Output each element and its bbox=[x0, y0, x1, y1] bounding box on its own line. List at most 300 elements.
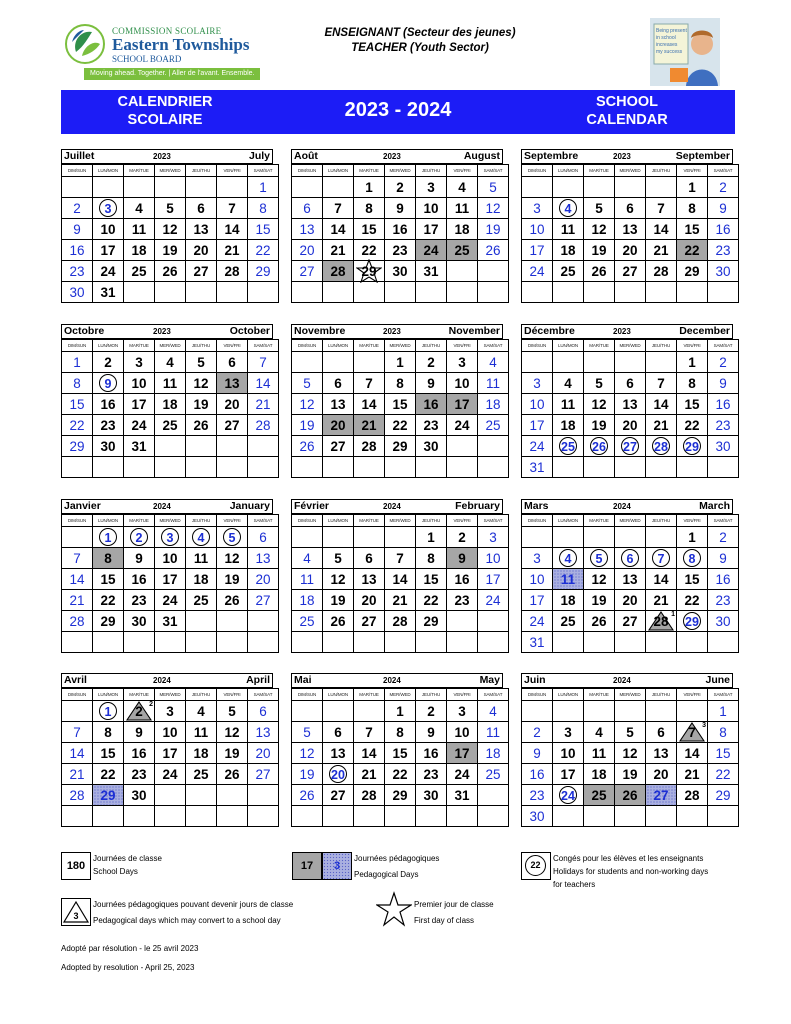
empty-cell bbox=[478, 785, 509, 806]
day-name: DIM/SUN bbox=[522, 689, 553, 701]
day-cell bbox=[416, 261, 447, 282]
day-cell bbox=[553, 436, 584, 457]
day-number: 7 bbox=[652, 549, 670, 567]
day-cell bbox=[615, 240, 646, 261]
empty-cell bbox=[62, 527, 93, 548]
day-cell bbox=[708, 219, 739, 240]
day-number: 8 bbox=[365, 200, 373, 216]
day-cell bbox=[584, 415, 615, 436]
day-cell bbox=[584, 198, 615, 219]
empty-cell bbox=[62, 177, 93, 198]
day-number: 4 bbox=[489, 703, 497, 719]
day-number: 28 bbox=[361, 787, 377, 803]
empty-cell bbox=[323, 352, 354, 373]
day-cell bbox=[447, 177, 478, 198]
day-cell bbox=[323, 548, 354, 569]
empty-cell bbox=[186, 177, 217, 198]
day-number: 12 bbox=[299, 745, 315, 761]
day-number: 14 bbox=[361, 745, 377, 761]
empty-cell bbox=[584, 177, 615, 198]
day-cell bbox=[478, 352, 509, 373]
day-name: JEU/THU bbox=[186, 515, 217, 527]
day-name: DIM/SUN bbox=[62, 165, 93, 177]
day-number: 28 bbox=[653, 613, 669, 629]
day-number: 12 bbox=[622, 745, 638, 761]
day-number: 17 bbox=[529, 592, 545, 608]
empty-cell bbox=[93, 177, 124, 198]
day-cell bbox=[155, 198, 186, 219]
day-number: 10 bbox=[529, 221, 545, 237]
day-name: DIM/SUN bbox=[62, 689, 93, 701]
day-cell bbox=[478, 743, 509, 764]
month-name-fr: Avril bbox=[64, 674, 87, 686]
day-cell bbox=[292, 240, 323, 261]
day-cell bbox=[248, 198, 279, 219]
month-block bbox=[521, 499, 733, 653]
day-number: 21 bbox=[392, 592, 408, 608]
day-cell bbox=[708, 764, 739, 785]
day-cell bbox=[62, 352, 93, 373]
day-number: 15 bbox=[684, 571, 700, 587]
day-cell bbox=[646, 764, 677, 785]
day-cell bbox=[447, 764, 478, 785]
day-cell bbox=[385, 569, 416, 590]
day-cell bbox=[248, 219, 279, 240]
day-name: SAM/SAT bbox=[478, 515, 509, 527]
day-cell bbox=[292, 785, 323, 806]
month-year: 2023 bbox=[153, 327, 171, 336]
day-cell bbox=[584, 569, 615, 590]
day-number: 28 bbox=[224, 263, 240, 279]
day-cell bbox=[217, 240, 248, 261]
day-cell bbox=[354, 177, 385, 198]
day-number: 28 bbox=[652, 437, 670, 455]
month-header bbox=[291, 499, 503, 514]
day-number: 3 bbox=[161, 528, 179, 546]
day-number: 26 bbox=[224, 592, 240, 608]
day-cell bbox=[553, 261, 584, 282]
day-name: SAM/SAT bbox=[478, 340, 509, 352]
day-name: DIM/SUN bbox=[522, 515, 553, 527]
month-name-fr: Juin bbox=[524, 674, 546, 686]
day-number: 12 bbox=[591, 221, 607, 237]
day-number: 28 bbox=[361, 438, 377, 454]
day-cell bbox=[155, 352, 186, 373]
day-cell bbox=[62, 722, 93, 743]
banner-right-line2: CALENDAR bbox=[586, 112, 668, 128]
empty-cell bbox=[385, 527, 416, 548]
day-cell bbox=[447, 701, 478, 722]
day-name: JEU/THU bbox=[186, 165, 217, 177]
day-cell bbox=[416, 701, 447, 722]
month-header bbox=[291, 149, 503, 164]
month-name-en: October bbox=[229, 325, 270, 337]
day-cell bbox=[447, 373, 478, 394]
day-number: 14 bbox=[255, 375, 271, 391]
day-number: 10 bbox=[100, 221, 116, 237]
legend-ped-count: 17 bbox=[292, 852, 322, 880]
day-number: 6 bbox=[259, 703, 267, 719]
empty-cell bbox=[615, 806, 646, 827]
day-number: 30 bbox=[715, 438, 731, 454]
empty-cell bbox=[248, 436, 279, 457]
day-number: 6 bbox=[228, 354, 236, 370]
day-number: 5 bbox=[595, 375, 603, 391]
day-cell bbox=[385, 373, 416, 394]
day-cell bbox=[248, 548, 279, 569]
month-year: 2023 bbox=[153, 152, 171, 161]
day-number: 8 bbox=[104, 550, 112, 566]
day-cell bbox=[62, 548, 93, 569]
day-number: 16 bbox=[131, 745, 147, 761]
day-number: 16 bbox=[715, 571, 731, 587]
day-name: MAR/TUE bbox=[354, 340, 385, 352]
day-number: 17 bbox=[100, 242, 116, 258]
day-cell bbox=[124, 436, 155, 457]
day-cell bbox=[155, 527, 186, 548]
day-cell bbox=[186, 527, 217, 548]
day-cell bbox=[708, 743, 739, 764]
day-cell bbox=[447, 722, 478, 743]
day-cell bbox=[677, 569, 708, 590]
day-cell bbox=[708, 394, 739, 415]
month-year: 2024 bbox=[153, 502, 171, 511]
day-number: 6 bbox=[334, 724, 342, 740]
day-number: 2 bbox=[135, 703, 143, 719]
day-number: 16 bbox=[715, 221, 731, 237]
empty-cell bbox=[584, 457, 615, 478]
day-cell bbox=[584, 785, 615, 806]
day-cell bbox=[93, 198, 124, 219]
empty-cell bbox=[292, 177, 323, 198]
day-cell bbox=[646, 373, 677, 394]
day-number: 5 bbox=[303, 375, 311, 391]
day-cell bbox=[553, 394, 584, 415]
day-cell bbox=[62, 743, 93, 764]
empty-cell bbox=[217, 457, 248, 478]
day-number: 1 bbox=[688, 179, 696, 195]
day-number: 23 bbox=[131, 592, 147, 608]
day-number: 10 bbox=[529, 396, 545, 412]
day-name: JEU/THU bbox=[646, 515, 677, 527]
day-number: 13 bbox=[299, 221, 315, 237]
month-name-en: February bbox=[455, 500, 500, 512]
day-number: 10 bbox=[454, 375, 470, 391]
empty-cell bbox=[292, 527, 323, 548]
day-cell bbox=[615, 785, 646, 806]
day-cell bbox=[522, 632, 553, 653]
day-number: 24 bbox=[162, 592, 178, 608]
day-number: 19 bbox=[591, 242, 607, 258]
day-number: 29 bbox=[361, 263, 377, 279]
empty-cell bbox=[93, 806, 124, 827]
day-name: LUN/MON bbox=[553, 165, 584, 177]
day-cell bbox=[447, 352, 478, 373]
day-name: DIM/SUN bbox=[292, 689, 323, 701]
month-block bbox=[61, 499, 273, 653]
day-name: SAM/SAT bbox=[248, 165, 279, 177]
day-name: DIM/SUN bbox=[62, 340, 93, 352]
day-number: 1 bbox=[365, 179, 373, 195]
day-cell bbox=[323, 240, 354, 261]
day-number: 21 bbox=[224, 242, 240, 258]
day-number: 25 bbox=[131, 263, 147, 279]
day-number: 20 bbox=[653, 766, 669, 782]
empty-cell bbox=[292, 457, 323, 478]
day-cell bbox=[553, 611, 584, 632]
sector-title bbox=[300, 26, 540, 56]
day-cell bbox=[416, 569, 447, 590]
day-cell bbox=[93, 743, 124, 764]
day-number: 31 bbox=[100, 284, 116, 300]
day-number: 29 bbox=[715, 787, 731, 803]
day-name: VEN/FRI bbox=[217, 515, 248, 527]
month-header bbox=[291, 324, 503, 339]
day-number: 11 bbox=[162, 375, 178, 391]
empty-cell bbox=[416, 282, 447, 303]
day-cell bbox=[354, 261, 385, 282]
day-cell bbox=[385, 177, 416, 198]
day-number: 17 bbox=[162, 745, 178, 761]
empty-cell bbox=[447, 611, 478, 632]
day-name: SAM/SAT bbox=[708, 165, 739, 177]
day-number: 6 bbox=[657, 724, 665, 740]
day-cell bbox=[416, 394, 447, 415]
empty-cell bbox=[553, 527, 584, 548]
empty-cell bbox=[416, 457, 447, 478]
day-cell bbox=[155, 373, 186, 394]
day-number: 12 bbox=[299, 396, 315, 412]
empty-cell bbox=[62, 701, 93, 722]
day-number: 3 bbox=[458, 354, 466, 370]
empty-cell bbox=[646, 527, 677, 548]
empty-cell bbox=[186, 785, 217, 806]
day-number: 26 bbox=[299, 787, 315, 803]
month-block bbox=[521, 673, 733, 827]
day-number: 12 bbox=[591, 396, 607, 412]
month-block bbox=[521, 324, 733, 478]
legend-tri-fr: Journées pédagogiques pouvant devenir jours de classe bbox=[93, 900, 294, 909]
day-number: 18 bbox=[560, 592, 576, 608]
day-number: 24 bbox=[162, 766, 178, 782]
day-cell bbox=[522, 219, 553, 240]
empty-cell bbox=[615, 352, 646, 373]
day-cell bbox=[248, 177, 279, 198]
empty-cell bbox=[646, 177, 677, 198]
leaf-logo-icon bbox=[62, 22, 108, 66]
day-cell bbox=[553, 785, 584, 806]
day-number: 28 bbox=[653, 263, 669, 279]
day-cell bbox=[93, 373, 124, 394]
empty-cell bbox=[615, 527, 646, 548]
day-name: MAR/TUE bbox=[124, 165, 155, 177]
day-name: MER/WED bbox=[385, 340, 416, 352]
day-cell bbox=[292, 436, 323, 457]
empty-cell bbox=[354, 806, 385, 827]
day-number: 1 bbox=[99, 528, 117, 546]
day-number: 14 bbox=[653, 221, 669, 237]
day-number: 6 bbox=[259, 529, 267, 545]
empty-cell bbox=[217, 806, 248, 827]
day-cell bbox=[186, 743, 217, 764]
day-cell bbox=[93, 219, 124, 240]
day-cell bbox=[354, 722, 385, 743]
empty-cell bbox=[124, 282, 155, 303]
legend-ped-days bbox=[354, 852, 439, 881]
empty-cell bbox=[217, 785, 248, 806]
day-number: 5 bbox=[223, 528, 241, 546]
day-cell bbox=[478, 569, 509, 590]
banner-left-line1: CALENDRIER bbox=[117, 94, 213, 110]
day-cell bbox=[124, 548, 155, 569]
day-cell bbox=[62, 590, 93, 611]
day-cell bbox=[186, 569, 217, 590]
day-number: 29 bbox=[392, 438, 408, 454]
month-name-fr: Décembre bbox=[524, 325, 575, 337]
day-cell bbox=[93, 415, 124, 436]
day-cell bbox=[615, 415, 646, 436]
day-number: 8 bbox=[73, 375, 81, 391]
day-number: 11 bbox=[560, 221, 576, 237]
day-cell bbox=[708, 261, 739, 282]
day-name: JEU/THU bbox=[646, 165, 677, 177]
banner-year: 2023 - 2024 bbox=[344, 99, 452, 121]
empty-cell bbox=[354, 632, 385, 653]
legend-ped-fr: Journées pédagogiques bbox=[354, 854, 440, 863]
day-number: 16 bbox=[454, 571, 470, 587]
month-grid bbox=[291, 688, 509, 827]
month-block bbox=[291, 149, 503, 303]
day-cell bbox=[478, 219, 509, 240]
day-name: LUN/MON bbox=[93, 515, 124, 527]
month-name-en: January bbox=[229, 500, 270, 512]
day-cell bbox=[522, 373, 553, 394]
month-year: 2024 bbox=[613, 676, 631, 685]
day-number: 4 bbox=[595, 724, 603, 740]
day-number: 19 bbox=[224, 571, 240, 587]
day-number: 18 bbox=[591, 766, 607, 782]
day-number: 21 bbox=[361, 417, 377, 433]
day-number: 27 bbox=[622, 263, 638, 279]
day-cell bbox=[292, 743, 323, 764]
day-number: 25 bbox=[454, 242, 470, 258]
day-cell bbox=[292, 373, 323, 394]
footer-adopted-en: Adopted by resolution - April 25, 2023 bbox=[61, 963, 195, 972]
month-block bbox=[521, 149, 733, 303]
day-name: VEN/FRI bbox=[447, 689, 478, 701]
empty-cell bbox=[217, 177, 248, 198]
day-number: 2 bbox=[719, 354, 727, 370]
day-cell bbox=[323, 743, 354, 764]
day-number: 1 bbox=[259, 179, 267, 195]
day-number: 16 bbox=[100, 396, 116, 412]
day-number: 26 bbox=[622, 787, 638, 803]
day-cell bbox=[385, 198, 416, 219]
day-cell bbox=[354, 373, 385, 394]
day-cell bbox=[248, 764, 279, 785]
day-number: 13 bbox=[361, 571, 377, 587]
day-number: 13 bbox=[622, 571, 638, 587]
day-number: 19 bbox=[485, 221, 501, 237]
day-cell bbox=[292, 198, 323, 219]
month-header bbox=[61, 324, 273, 339]
day-number: 30 bbox=[131, 613, 147, 629]
day-cell bbox=[677, 394, 708, 415]
day-number: 21 bbox=[69, 592, 85, 608]
day-number: 9 bbox=[458, 550, 466, 566]
day-name: VEN/FRI bbox=[447, 515, 478, 527]
day-number: 10 bbox=[529, 571, 545, 587]
day-cell bbox=[292, 394, 323, 415]
day-cell bbox=[677, 352, 708, 373]
day-number: 8 bbox=[396, 375, 404, 391]
day-cell bbox=[677, 177, 708, 198]
empty-cell bbox=[478, 632, 509, 653]
day-number: 27 bbox=[255, 766, 271, 782]
legend-first-day bbox=[414, 898, 494, 927]
empty-cell bbox=[186, 457, 217, 478]
day-cell bbox=[62, 219, 93, 240]
day-name: LUN/MON bbox=[553, 340, 584, 352]
day-name: SAM/SAT bbox=[708, 515, 739, 527]
empty-cell bbox=[646, 352, 677, 373]
day-name: MAR/TUE bbox=[124, 340, 155, 352]
day-number: 22 bbox=[69, 417, 85, 433]
day-number: 4 bbox=[303, 550, 311, 566]
day-name: SAM/SAT bbox=[478, 165, 509, 177]
day-number: 2 bbox=[533, 724, 541, 740]
day-name: JEU/THU bbox=[416, 165, 447, 177]
day-number: 8 bbox=[259, 200, 267, 216]
day-cell bbox=[62, 282, 93, 303]
day-number: 19 bbox=[330, 592, 346, 608]
day-name: MAR/TUE bbox=[124, 689, 155, 701]
day-cell bbox=[62, 785, 93, 806]
day-number: 10 bbox=[560, 745, 576, 761]
day-number: 2 bbox=[73, 200, 81, 216]
month-grid bbox=[521, 688, 739, 827]
day-number: 7 bbox=[657, 200, 665, 216]
month-name-fr: Juillet bbox=[64, 150, 95, 162]
empty-cell bbox=[522, 352, 553, 373]
day-cell bbox=[323, 373, 354, 394]
day-cell bbox=[186, 373, 217, 394]
day-cell bbox=[522, 764, 553, 785]
empty-cell bbox=[155, 436, 186, 457]
empty-cell bbox=[385, 282, 416, 303]
month-name-en: May bbox=[479, 674, 500, 686]
month-grid bbox=[521, 514, 739, 653]
day-cell bbox=[478, 590, 509, 611]
day-number: 13 bbox=[622, 221, 638, 237]
day-number: 23 bbox=[715, 417, 731, 433]
day-cell bbox=[478, 198, 509, 219]
day-cell bbox=[124, 240, 155, 261]
day-cell bbox=[708, 373, 739, 394]
empty-cell bbox=[155, 457, 186, 478]
day-cell bbox=[93, 261, 124, 282]
day-cell bbox=[708, 569, 739, 590]
day-cell bbox=[354, 569, 385, 590]
empty-cell bbox=[584, 282, 615, 303]
day-number: 27 bbox=[255, 592, 271, 608]
day-cell bbox=[93, 764, 124, 785]
day-cell bbox=[155, 415, 186, 436]
day-cell bbox=[385, 701, 416, 722]
svg-text:my success: my success bbox=[656, 49, 683, 55]
day-number: 3 bbox=[533, 550, 541, 566]
day-number: 11 bbox=[485, 375, 500, 391]
